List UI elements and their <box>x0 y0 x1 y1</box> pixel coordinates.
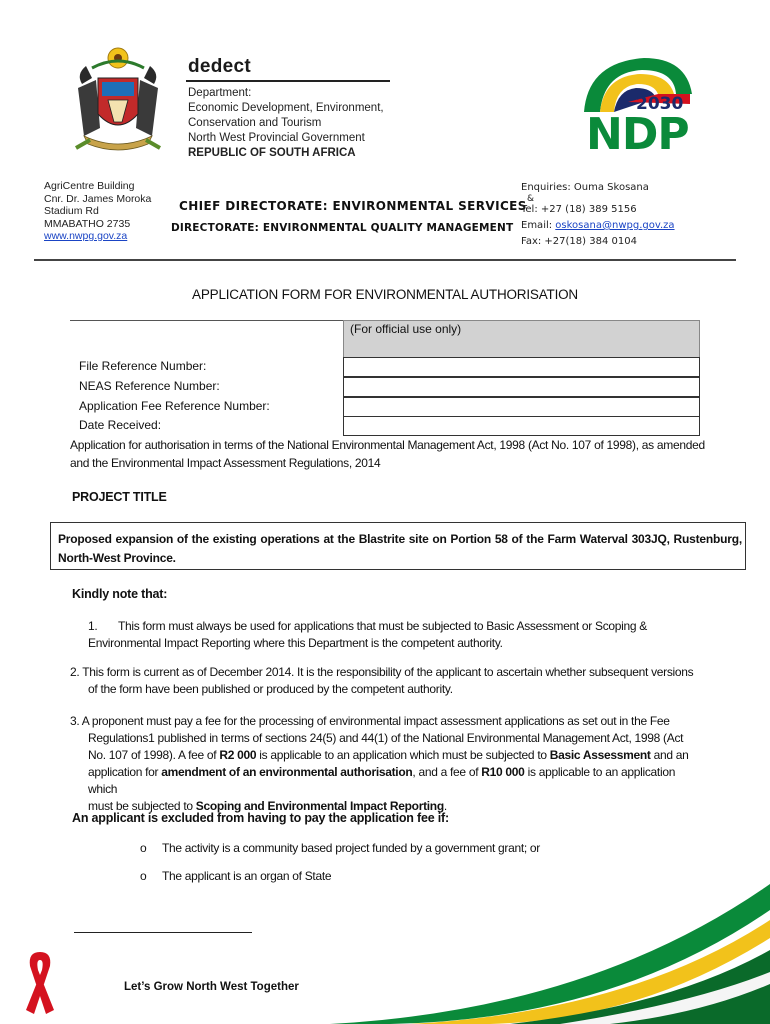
department-line: Conservation and Tourism <box>188 117 322 129</box>
kindly-note-heading: Kindly note that: <box>72 587 168 601</box>
footer-swoosh-graphic <box>330 880 770 1024</box>
enquiries-text: Enquiries: Ouma Skosana <box>521 182 649 193</box>
bullet-marker: o <box>140 869 147 883</box>
intro-line: Application for authorisation in terms of the National Environmental Management Act, 1998 (Act No. 107 of 1998), as amended <box>70 438 705 452</box>
note-item-3 <box>70 713 702 815</box>
address-block <box>44 180 151 243</box>
address-line: Cnr. Dr. James Moroka <box>44 192 152 205</box>
official-use-label: (For official use only) <box>350 322 462 336</box>
note-text: application for <box>88 765 162 779</box>
note-line: of the form have been published or produced by the competent authority. <box>88 682 453 696</box>
email-text <box>521 218 675 234</box>
footnote-divider <box>74 932 252 933</box>
project-title-heading: PROJECT TITLE <box>72 490 167 504</box>
department-block <box>188 86 384 161</box>
address-line: MMABATHO 2735 <box>44 217 131 230</box>
exclusion-heading: An applicant is excluded from having to pay the application fee if: <box>72 811 449 825</box>
file-reference-label: File Reference Number: <box>79 359 207 373</box>
chief-directorate-heading: CHIEF DIRECTORATE: ENVIRONMENTAL SERVICES <box>179 199 527 213</box>
file-reference-field[interactable] <box>343 357 700 377</box>
ndp-text: NDP <box>586 109 689 160</box>
fee-reference-label: Application Fee Reference Number: <box>79 399 270 413</box>
email-label: Email: <box>521 220 556 231</box>
note-item-1 <box>70 618 702 652</box>
note-text: . <box>443 799 447 813</box>
brand-name: dedect <box>188 56 252 77</box>
directorate-heading: DIRECTORATE: ENVIRONMENTAL QUALITY MANAGEMENT <box>171 222 514 234</box>
form-title: APPLICATION FORM FOR ENVIRONMENTAL AUTHORISATION <box>192 287 578 302</box>
scoping-term: Scoping and Environmental Impact Reporting <box>195 799 444 813</box>
note-line: Regulations1 published in terms of sections 24(5) and 44(1) of the National Environmental Management Act, 1998 (Act <box>88 731 684 745</box>
fee-reference-field[interactable] <box>343 397 700 417</box>
amendment-term: amendment of an environmental authorisation <box>161 765 413 779</box>
fee-scoping-amount: R10 000 <box>481 765 525 779</box>
exclusion-text: The activity is a community based project funded by a government grant; or <box>162 841 541 855</box>
exclusion-text: The applicant is an organ of State <box>162 869 332 883</box>
exclusion-item <box>140 841 540 855</box>
note-line: Environmental Impact Reporting where this Department is the competent authority. <box>88 636 503 650</box>
header-divider <box>34 259 736 261</box>
note-text: and an <box>650 748 689 762</box>
note-line: 2. This form is current as of December 2014. It is the responsibility of the applicant to ascertain whether subsequent versions <box>70 665 694 679</box>
date-received-label: Date Received: <box>79 418 162 432</box>
fee-basic-amount: R2 000 <box>219 748 257 762</box>
note-text: , and a fee of <box>412 765 482 779</box>
website-link[interactable]: www.nwpg.gov.za <box>44 230 128 242</box>
intro-paragraph <box>70 436 706 472</box>
note-text: This form must always be used for applications that must be subjected to Basic Assessment or Scoping & <box>118 619 648 633</box>
tel-text: Tel: +27 (18) 389 5156 <box>521 204 637 215</box>
date-received-field[interactable] <box>343 416 700 436</box>
note-line <box>70 618 702 635</box>
basic-assessment-term: Basic Assessment <box>549 748 651 762</box>
project-title-text: Proposed expansion of the existing operations at the Blastrite site on Portion 58 of the Farm Waterval 303JQ, Rustenburg, North-West Province. <box>58 532 742 565</box>
footer-slogan: Let’s Grow North West Together <box>124 981 299 993</box>
department-line: North West Provincial Government <box>188 132 365 144</box>
exclusion-item <box>140 869 331 883</box>
note-text: must be subjected to <box>88 799 196 813</box>
note-line: 3. A proponent must pay a fee for the processing of environmental impact assessment applications as set out in the Fee <box>70 714 670 728</box>
intro-line: and the Environmental Impact Assessment Regulations, 2014 <box>70 456 381 470</box>
neas-reference-label: NEAS Reference Number: <box>79 379 220 393</box>
brand-divider <box>186 80 390 82</box>
contact-block <box>521 180 675 250</box>
department-line: Economic Development, Environment, <box>188 102 384 114</box>
note-number: 1. <box>88 619 98 633</box>
ndp-year: 2030 <box>636 94 684 114</box>
fax-text: Fax: +27(18) 384 0104 <box>521 236 637 247</box>
coat-of-arms-logo <box>62 44 174 154</box>
bullet-marker: o <box>140 841 147 855</box>
department-line: Department: <box>188 87 252 99</box>
red-ribbon-icon <box>20 948 60 1018</box>
note-line <box>70 747 702 764</box>
note-text: No. 107 of 1998). A fee of <box>88 748 220 762</box>
neas-reference-field[interactable] <box>343 377 700 397</box>
email-link[interactable]: oskosana@nwpg.gov.za <box>555 220 675 231</box>
address-line: Stadium Rd <box>44 205 99 217</box>
note-text: is applicable to an application which must be subjected to <box>256 748 550 762</box>
note-item-2 <box>70 664 702 698</box>
ampersand-text: & <box>527 194 535 204</box>
address-line: AgriCentre Building <box>44 180 135 192</box>
note-text: is applicable to an application which <box>88 765 676 796</box>
note-line <box>70 764 702 798</box>
ndp-logo <box>578 54 696 162</box>
republic-label: REPUBLIC OF SOUTH AFRICA <box>188 147 356 159</box>
